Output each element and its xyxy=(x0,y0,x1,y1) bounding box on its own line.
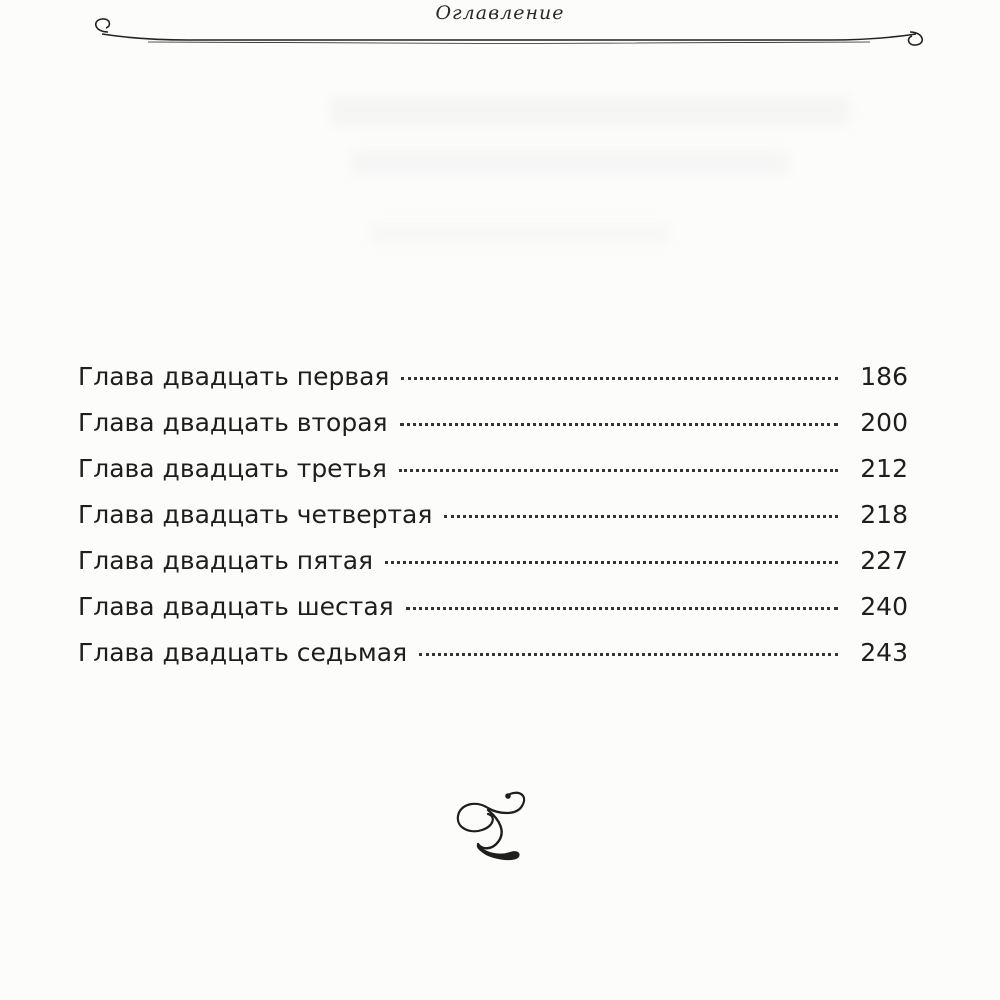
toc-dot-leader xyxy=(385,561,838,564)
toc-entry-title: Глава двадцать третья xyxy=(78,454,387,483)
toc-dot-leader xyxy=(444,515,838,518)
toc-entry-title: Глава двадцать шестая xyxy=(78,592,394,621)
page-header-title: Оглавление xyxy=(435,2,565,24)
header-flourish-rule xyxy=(88,14,930,50)
toc-dot-leader xyxy=(419,653,838,656)
toc-entry[interactable] xyxy=(78,546,908,592)
toc-entry-title: Глава двадцать первая xyxy=(78,362,390,391)
toc-entry-page: 243 xyxy=(860,638,908,667)
toc-entry-page: 227 xyxy=(860,546,908,575)
toc-entry[interactable] xyxy=(78,638,908,684)
toc-entry-title: Глава двадцать вторая xyxy=(78,408,388,437)
bleed-through-smudge xyxy=(370,222,670,244)
bleed-through-smudge xyxy=(350,150,790,176)
toc-entry-page: 186 xyxy=(860,362,908,391)
toc-entry-page: 240 xyxy=(860,592,908,621)
toc-entry[interactable] xyxy=(78,454,908,500)
toc-entry-title: Глава двадцать седьмая xyxy=(78,638,408,667)
toc-entry-title: Глава двадцать четвертая xyxy=(78,500,433,529)
toc-dot-leader xyxy=(406,607,838,610)
toc-entry[interactable] xyxy=(78,408,908,454)
toc-entry[interactable] xyxy=(78,500,908,546)
bleed-through-smudge xyxy=(330,96,850,126)
toc-entry-page: 200 xyxy=(860,408,908,437)
toc-entry-title: Глава двадцать пятая xyxy=(78,546,374,575)
toc-entry[interactable] xyxy=(78,592,908,638)
toc-dot-leader xyxy=(400,423,838,426)
toc-dot-leader xyxy=(399,469,838,472)
toc-dot-leader xyxy=(401,377,838,380)
table-of-contents xyxy=(78,362,908,684)
flourish-ornament-icon xyxy=(448,780,538,870)
toc-entry-page: 218 xyxy=(860,500,908,529)
toc-entry-page: 212 xyxy=(860,454,908,483)
toc-entry[interactable] xyxy=(78,362,908,408)
